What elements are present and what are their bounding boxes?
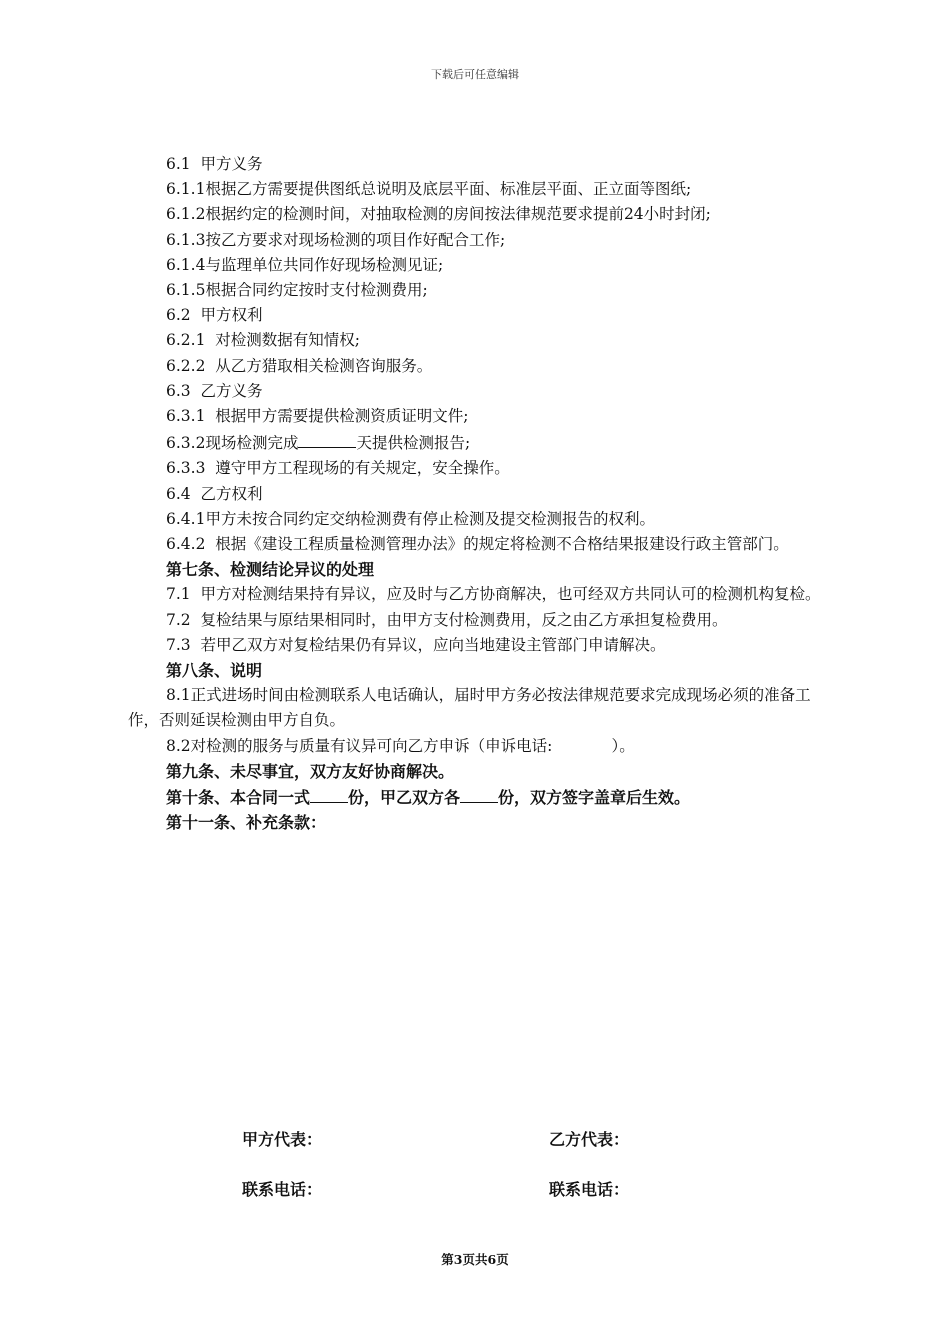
clause-6-1: 6.1 甲方义务: [166, 155, 263, 173]
clause-6-3-1: 6.3.1 根据甲方需要提供检测资质证明文件;: [166, 407, 469, 426]
clause-6-2-2: 6.2.2 从乙方猎取相关检测咨询服务。: [166, 356, 433, 375]
clause-6-3-2-before: 6.3.2现场检测完成: [166, 434, 299, 453]
article-8-title: 第八条、说明: [166, 661, 263, 681]
clause-7-1: 7.1 甲方对检测结果持有异议，应及时与乙方协商解决，也可经双方共同认可的检测机构复检。: [166, 585, 821, 604]
copies-each-blank: [460, 784, 498, 803]
clause-7-2: 7.2 复检结果与原结果相同时，由甲方支付检测费用，反之由乙方承担复检费用。: [166, 610, 728, 629]
clause-6-4-2: 6.4.2 根据《建设工程质量检测管理办法》的规定将检测不合格结果报建设行政主管部门。: [166, 535, 789, 554]
clause-6-3-2: [128, 429, 828, 456]
clause-6-1-3: 6.1.3按乙方要求对现场检测的项目作好配合工作;: [166, 230, 506, 249]
contract-body: [128, 152, 828, 835]
clause-6-2-1: 6.2.1 对检测数据有知情权;: [166, 331, 361, 350]
copies-total-blank: [310, 784, 348, 803]
clause-6-1-5: 6.1.5根据合同约定按时支付检测费用;: [166, 281, 428, 300]
clause-6-1-1: 6.1.1根据乙方需要提供图纸总说明及底层平面、标准层平面、正立面等图纸;: [166, 180, 692, 199]
page-number: 第3页共6页: [441, 1252, 509, 1267]
clause-6-1-4: 6.1.4与监理单位共同作好现场检测见证;: [166, 255, 444, 274]
article-10-title: [128, 784, 828, 810]
article-10-part1: 第十条、本合同一式: [166, 788, 311, 808]
article-10-part3: 份，双方签字盖章后生效。: [498, 788, 691, 808]
clause-7-3: 7.3 若甲乙双方对复检结果仍有异议，应向当地建设主管部门申请解决。: [166, 635, 666, 654]
page-header-note: 下载后可任意编辑: [431, 68, 519, 81]
days-blank: [298, 429, 356, 448]
party-b-phone-label: 联系电话：: [549, 1180, 630, 1199]
clause-8-1: 8.1正式进场时间由检测联系人电话确认，届时甲方务必按法律规范要求完成现场必须的准备工作，否则延误检测由甲方自负。: [128, 686, 811, 730]
article-9-title: 第九条、未尽事宜，双方友好协商解决。: [166, 761, 455, 781]
article-7-title: 第七条、检测结论异议的处理: [166, 560, 375, 580]
clause-6-1-2: 6.1.2根据约定的检测时间，对抽取检测的房间按法律规范要求提前24小时封闭;: [166, 205, 711, 224]
article-10-part2: 份，甲乙双方各: [348, 788, 461, 808]
party-b-rep-label: 乙方代表：: [549, 1130, 630, 1149]
clause-6-4: 6.4 乙方权利: [166, 484, 263, 503]
party-a-phone-label: 联系电话：: [242, 1180, 323, 1199]
clause-6-2: 6.2 甲方权利: [166, 306, 263, 325]
clause-8-2: 8.2对检测的服务与质量有议异可向乙方申诉（申诉电话: ）。: [166, 736, 635, 755]
clause-6-3-2-after: 天提供检测报告;: [356, 434, 471, 453]
clause-6-4-1: 6.4.1甲方未按合同约定交纳检测费有停止检测及提交检测报告的权利。: [166, 509, 655, 528]
article-11-title: 第十一条、补充条款：: [166, 813, 327, 833]
party-a-rep-label: 甲方代表：: [242, 1130, 323, 1149]
clause-6-3: 6.3 乙方义务: [166, 381, 263, 400]
clause-6-3-3: 6.3.3 遵守甲方工程现场的有关规定，安全操作。: [166, 459, 510, 478]
